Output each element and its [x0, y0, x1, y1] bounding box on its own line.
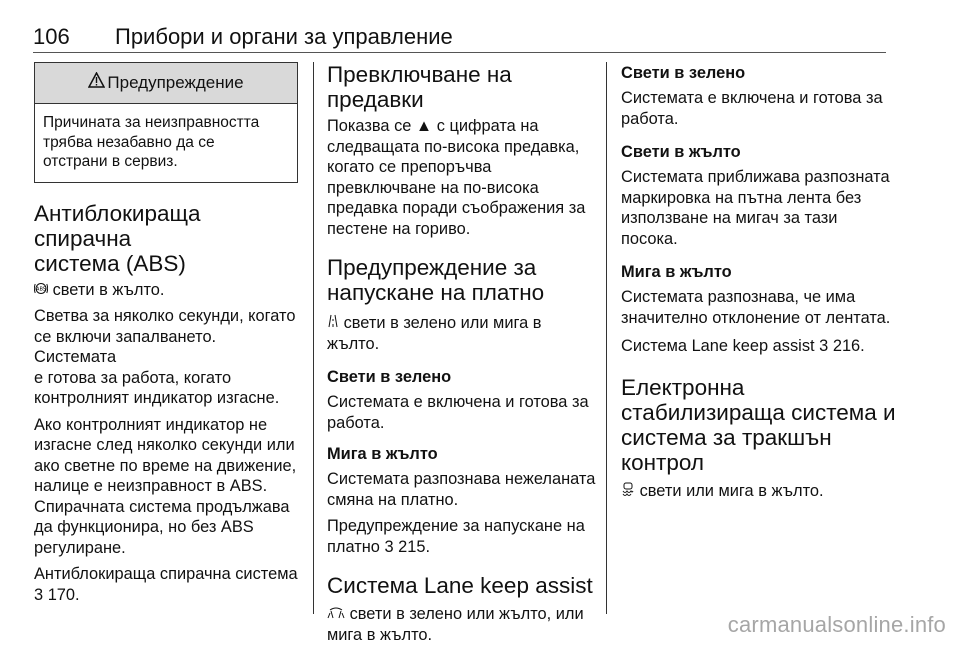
column-divider — [606, 62, 607, 614]
warning-box — [34, 62, 298, 183]
warning-title: Предупреждение — [107, 72, 244, 92]
text-line: платно — [327, 537, 380, 556]
heading-line: Електронна — [621, 374, 745, 400]
abs-status-text: свети в жълто. — [52, 280, 165, 299]
abs-heading — [34, 201, 302, 276]
text-line: контролният индикатор изгасне. — [34, 389, 280, 407]
lka-green-heading: Свети в зелено — [621, 64, 746, 82]
ldw-heading — [327, 255, 597, 305]
text-line: Системата разпознава нежеланата — [327, 470, 596, 488]
ldw-status — [327, 313, 597, 354]
text-line: Антиблокираща спирачна система — [34, 565, 298, 583]
shift-heading — [327, 62, 597, 112]
text-line: следващата по-висока предавка, — [327, 137, 580, 156]
lka-blink-text — [621, 287, 896, 328]
ldw-green-heading: Свети в зелено — [327, 368, 452, 386]
lka-green-text — [621, 88, 896, 129]
abs-paragraph-2 — [34, 415, 302, 559]
page-header — [33, 22, 886, 53]
warning-line: Причината за неизправността — [43, 114, 260, 131]
text-line: е готова за работа, когато — [34, 368, 232, 387]
lane-keep-icon — [327, 604, 345, 625]
text-line: посока. — [621, 229, 678, 248]
text-line: да функционира, но без ABS — [34, 518, 254, 536]
text-line: Системата приближава разпозната — [621, 168, 890, 186]
lka-heading: Система Lane keep assist — [327, 573, 593, 598]
page-ref-arrow: 3 — [819, 337, 829, 355]
svg-text:ABS: ABS — [36, 286, 46, 292]
text-line: маркировка на пътна лента без — [621, 188, 862, 207]
ldw-yellow-heading: Мига в жълто — [327, 445, 438, 463]
text-line: изгасне след няколко секунди или — [34, 436, 295, 454]
shift-paragraph — [327, 116, 597, 239]
text-line: Показва се ▲ с цифрата на — [327, 117, 539, 135]
heading-line: Антиблокираща спирачна — [34, 200, 201, 251]
text-line: Системата разпознава, че има — [621, 288, 856, 306]
column-1 — [34, 62, 302, 611]
text-line: работа. — [327, 413, 385, 432]
text-line: Ако контролният индикатор не — [34, 415, 268, 434]
ldw-reference — [327, 516, 597, 557]
text-line: предавка поради съображения за — [327, 199, 586, 217]
lka-blink-heading: Мига в жълто — [621, 263, 732, 281]
text-line: използване на мигач за тази — [621, 209, 838, 227]
text-line: смяна на платно. — [327, 490, 459, 509]
heading-line: напускане на платно — [327, 280, 545, 305]
page-ref-arrow: 3 — [34, 585, 44, 604]
heading-line: предавки — [327, 87, 424, 112]
abs-icon — [34, 280, 48, 301]
esc-icon — [621, 481, 635, 502]
page-ref-link[interactable]: 215. — [398, 537, 431, 556]
warning-triangle-icon — [88, 72, 105, 94]
ldw-yellow-text — [327, 469, 597, 510]
esc-status-text: свети или мига в жълто. — [639, 481, 824, 500]
heading-line: система (ABS) — [34, 250, 186, 276]
text-line: превключване на по-висока — [327, 178, 539, 197]
text-line: Светва за няколко секунди, когато — [34, 307, 296, 325]
column-2 — [327, 62, 597, 651]
esc-heading — [621, 375, 896, 475]
heading-line: стабилизираща система и — [621, 399, 896, 425]
page-number: 106 — [33, 24, 70, 49]
text-line: ако светне по време на движение, — [34, 456, 297, 475]
abs-reference — [34, 564, 302, 605]
warning-line: отстрани в сервиз. — [43, 153, 178, 170]
lka-reference — [621, 336, 896, 357]
page-ref-link[interactable]: 216. — [832, 337, 865, 355]
text-line: когато се препоръчва — [327, 158, 492, 176]
heading-line: Превключване на — [327, 62, 512, 87]
abs-paragraph-1 — [34, 306, 302, 409]
text-line: налице е неизправност в ABS. — [34, 477, 268, 495]
text-line: се включи запалването. Системата — [34, 327, 217, 366]
watermark: carmanualsonline.info — [727, 612, 946, 637]
text-line: Системата е включена и готова за — [327, 393, 589, 411]
esc-status — [621, 481, 896, 502]
heading-line: контрол — [621, 449, 705, 475]
abs-status — [34, 280, 302, 301]
text-line: Предупреждение за напускане на — [327, 517, 585, 535]
text-line: мига в жълто. — [327, 625, 433, 644]
text-line: работа. — [621, 109, 679, 128]
text-line: Спирачната система продължава — [34, 497, 290, 516]
lka-yellow-text — [621, 167, 896, 249]
warning-body — [35, 104, 297, 182]
page-ref-arrow: 3 — [384, 537, 394, 556]
lane-departure-icon — [327, 313, 339, 334]
ldw-green-text — [327, 392, 597, 433]
text-line: значително отклонение от лентата. — [621, 308, 891, 327]
text-line: регулиране. — [34, 538, 126, 557]
heading-line: Предупреждение за — [327, 255, 537, 280]
heading-line: система за тракшън — [621, 424, 832, 450]
warning-header — [35, 63, 297, 104]
text-line: свети в зелено или жълто, или — [349, 605, 584, 623]
page-ref-link[interactable]: 170. — [47, 585, 80, 604]
text-line: Система Lane keep assist — [621, 337, 815, 355]
text-line: пестене на гориво. — [327, 219, 471, 238]
warning-line: трябва незабавно да се — [43, 133, 215, 151]
lka-status — [327, 604, 597, 645]
page-title: Прибори и органи за управление — [115, 24, 453, 49]
text-line: Системата е включена и готова за — [621, 89, 883, 107]
lka-yellow-heading: Свети в жълто — [621, 143, 741, 161]
column-divider — [313, 62, 314, 614]
ldw-status-text: свети в зелено или мига в жълто. — [327, 314, 542, 353]
column-3 — [621, 62, 896, 507]
